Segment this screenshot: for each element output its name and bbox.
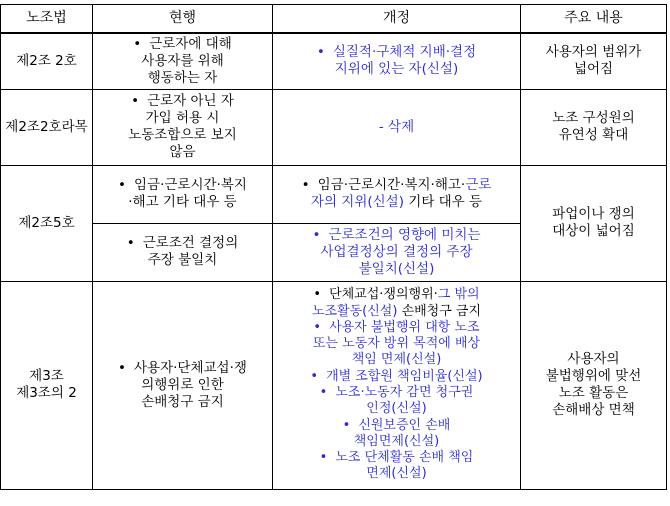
cell-law: 제2조5호 xyxy=(1,165,93,281)
cell-revised: • 단체교섭·쟁의행위·그 밖의 노조활동(신설) 손배청구 금지 • 사용자 불법행위 대항 노조 또는 노동자 방위 목적에 배상 책임 면제(신설) • 개별 조합원 책임비율(신설) • 노조·노동자 감면 청구권 인정(신설) • 신원보증인 손배 책임면제(신설) • 노조 단체활동 손배 책임 면제(신설) xyxy=(273,281,521,489)
cell-revised: - 삭제 xyxy=(273,89,521,165)
cell-law: 제3조 제3조의 2 xyxy=(1,281,93,489)
header-row xyxy=(1,5,667,34)
cell-revised: • 실질적·구체적 지배·결정 지위에 있는 자(신설) xyxy=(273,33,521,89)
table-row xyxy=(1,89,667,165)
cell-summary: 노조 구성원의 유연성 확대 xyxy=(521,89,667,165)
table-row xyxy=(1,165,667,223)
cell-summary: 사용자의 불법행위에 맞선 노조 활동은 손해배상 면책 xyxy=(521,281,667,489)
header-law: 노조법 xyxy=(1,5,93,34)
cell-law: 제2조2호라목 xyxy=(1,89,93,165)
table-row xyxy=(1,281,667,489)
table-row xyxy=(1,33,667,89)
cell-current: • 임금·근로시간·복지 ·해고 기타 대우 등 xyxy=(93,165,273,223)
cell-current: • 근로자 아닌 자 가입 허용 시 노동조합으로 보지 않음 xyxy=(93,89,273,165)
law-comparison-table xyxy=(0,4,667,490)
cell-revised: • 근로조건의 영향에 미치는 사업결정상의 결정의 주장 불일치(신설) xyxy=(273,223,521,281)
header-revised: 개정 xyxy=(273,5,521,34)
cell-current: • 근로조건 결정의 주장 불일치 xyxy=(93,223,273,281)
cell-revised: • 임금·근로시간·복지·해고·근로 자의 지위(신설) 기타 대우 등 xyxy=(273,165,521,223)
cell-summary: 사용자의 범위가 넓어짐 xyxy=(521,33,667,89)
cell-current: • 사용자·단체교섭·쟁 의행위로 인한 손배청구 금지 xyxy=(93,281,273,489)
cell-summary: 파업이나 쟁의 대상이 넓어짐 xyxy=(521,165,667,281)
header-current: 현행 xyxy=(93,5,273,34)
cell-law: 제2조 2호 xyxy=(1,33,93,89)
cell-current: • 근로자에 대해 사용자를 위해 행동하는 자 xyxy=(93,33,273,89)
header-summary: 주요 내용 xyxy=(521,5,667,34)
